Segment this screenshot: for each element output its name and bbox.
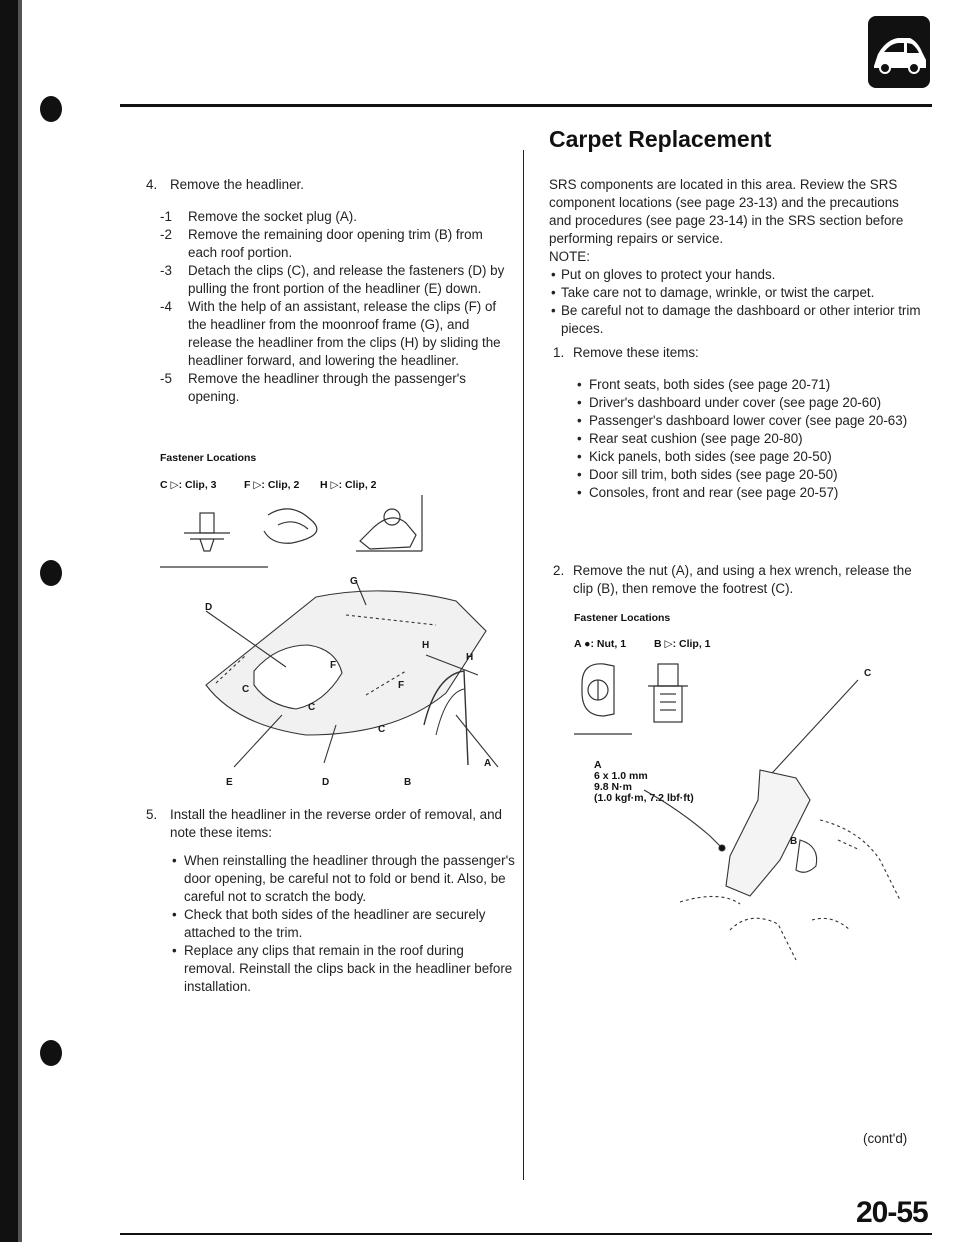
- substep-number: -5: [160, 371, 172, 386]
- footer-rule: [120, 1233, 932, 1235]
- step-text: Remove the nut (A), and using a hex wrench, release the clip (B), then remove the footrest (C).: [573, 563, 912, 596]
- headliner-diagram: [196, 575, 496, 785]
- substep-text: Remove the remaining door opening trim (B) from each roof portion.: [188, 227, 483, 260]
- step-5: [146, 806, 518, 842]
- callout-e: E: [226, 777, 233, 788]
- fastener-heading-right: Fastener Locations: [574, 612, 671, 624]
- car-silhouette-icon: [868, 16, 930, 88]
- callout-d: D: [205, 602, 213, 613]
- substep-text: With the help of an assistant, release the clips (F) of the headliner from the moonroof frame (G), and release the headliner from the clips (H) by sliding the headliner forward, and lowering the headliner.: [188, 299, 501, 368]
- step-number: 1.: [553, 345, 565, 360]
- step-2: [553, 562, 919, 598]
- substep-number: -1: [160, 209, 172, 224]
- step-1: [553, 344, 913, 362]
- list-item: • Front seats, both sides (see page 20-71): [575, 376, 915, 394]
- list-item: • Door sill trim, both sides (see page 20-50): [575, 466, 915, 484]
- clip-detail-drawings: [160, 495, 430, 575]
- fastener-c: C ▷: Clip, 3: [160, 479, 217, 491]
- nut-dot-icon: ●: [584, 638, 591, 650]
- list-item: • Consoles, front and rear (see page 20-57): [575, 484, 915, 502]
- srs-intro: SRS components are located in this area. Review the SRS component locations (see page 23-13) and the precautions and procedures (see page 23-14) in the SRS section before performing repairs or service.: [549, 177, 904, 246]
- callout-b: B: [404, 777, 412, 788]
- step-number: 4.: [146, 177, 158, 192]
- punch-hole: [40, 560, 62, 586]
- page-title: Carpet Replacement: [549, 126, 772, 152]
- step-number: 5.: [146, 807, 158, 822]
- substep-number: -4: [160, 299, 172, 314]
- step-text: Remove these items:: [573, 345, 699, 360]
- callout-c1: C: [242, 684, 250, 695]
- substep-text: Remove the headliner through the passenger's opening.: [188, 371, 466, 404]
- step-4-substeps: [146, 208, 514, 406]
- fastener-a: A ●: Nut, 1: [574, 638, 627, 650]
- callout-c-right: C: [864, 668, 872, 679]
- list-item: • Driver's dashboard under cover (see page 20-60): [575, 394, 915, 412]
- punch-hole: [40, 1040, 62, 1066]
- fastener-f: F ▷: Clip, 2: [244, 479, 300, 491]
- note-label: NOTE:: [549, 249, 590, 264]
- substep-number: -3: [160, 263, 172, 278]
- step-text: Install the headliner in the reverse order of removal, and note these items:: [170, 807, 502, 840]
- torque-spec: A 6 x 1.0 mm 9.8 N·m (1.0 kgf·m, 7.2 lbf·ft): [594, 759, 694, 804]
- list-item: • Take care not to damage, wrinkle, or twist the carpet.: [549, 284, 921, 302]
- notes-list: [549, 266, 921, 338]
- continued-label: (cont'd): [863, 1131, 908, 1146]
- step-number: 2.: [553, 563, 565, 578]
- step-4: [146, 176, 511, 194]
- list-item: • Replace any clips that remain in the roof during removal. Reinstall the clips back in the headliner before installation.: [170, 942, 518, 996]
- punch-hole: [40, 96, 62, 122]
- list-item: • Kick panels, both sides (see page 20-50): [575, 448, 915, 466]
- binding-edge-inner: [18, 0, 22, 1242]
- callout-c2: C: [308, 702, 316, 713]
- list-item: • When reinstalling the headliner through the passenger's door opening, be careful not to fold or bend it. Also, be careful not to scratch the body.: [170, 852, 518, 906]
- callout-b-right: B: [790, 836, 798, 847]
- clip-triangle-icon: ▷: [330, 479, 339, 491]
- list-item: • Rear seat cushion (see page 20-80): [575, 430, 915, 448]
- binding-edge: [0, 0, 18, 1242]
- substep-text: Remove the socket plug (A).: [188, 209, 357, 224]
- callout-h2: H: [466, 652, 474, 663]
- column-divider: [523, 150, 524, 1180]
- list-item: • Passenger's dashboard lower cover (see page 20-63): [575, 412, 915, 430]
- footrest-diagram: [620, 670, 920, 970]
- callout-d2: D: [322, 777, 330, 788]
- list-item: • Check that both sides of the headliner are securely attached to the trim.: [170, 906, 518, 942]
- callout-h1: H: [422, 640, 430, 651]
- fastener-heading: Fastener Locations: [160, 452, 257, 464]
- list-item: • Be careful not to damage the dashboard or other interior trim pieces.: [549, 302, 921, 338]
- page-number: 20-55: [856, 1196, 928, 1229]
- callout-f1: F: [330, 660, 337, 671]
- step-5-bullets: [170, 852, 518, 996]
- step-text: Remove the headliner.: [170, 177, 304, 192]
- header-rule: [120, 104, 932, 107]
- fastener-b: B ▷: Clip, 1: [654, 638, 711, 650]
- substep-text: Detach the clips (C), and release the fasteners (D) by pulling the front portion of the headliner (E) down.: [188, 263, 505, 296]
- clip-triangle-icon: ▷: [170, 479, 179, 491]
- fastener-h: H ▷: Clip, 2: [320, 479, 377, 491]
- list-item: • Put on gloves to protect your hands.: [549, 266, 921, 284]
- clip-triangle-icon: ▷: [664, 638, 673, 650]
- callout-f2: F: [398, 680, 405, 691]
- substep-number: -2: [160, 227, 172, 242]
- callout-c3: C: [378, 724, 386, 735]
- callout-a: A: [484, 758, 492, 769]
- step-1-bullets: [575, 376, 915, 502]
- clip-triangle-icon: ▷: [253, 479, 262, 491]
- callout-g: G: [350, 576, 358, 587]
